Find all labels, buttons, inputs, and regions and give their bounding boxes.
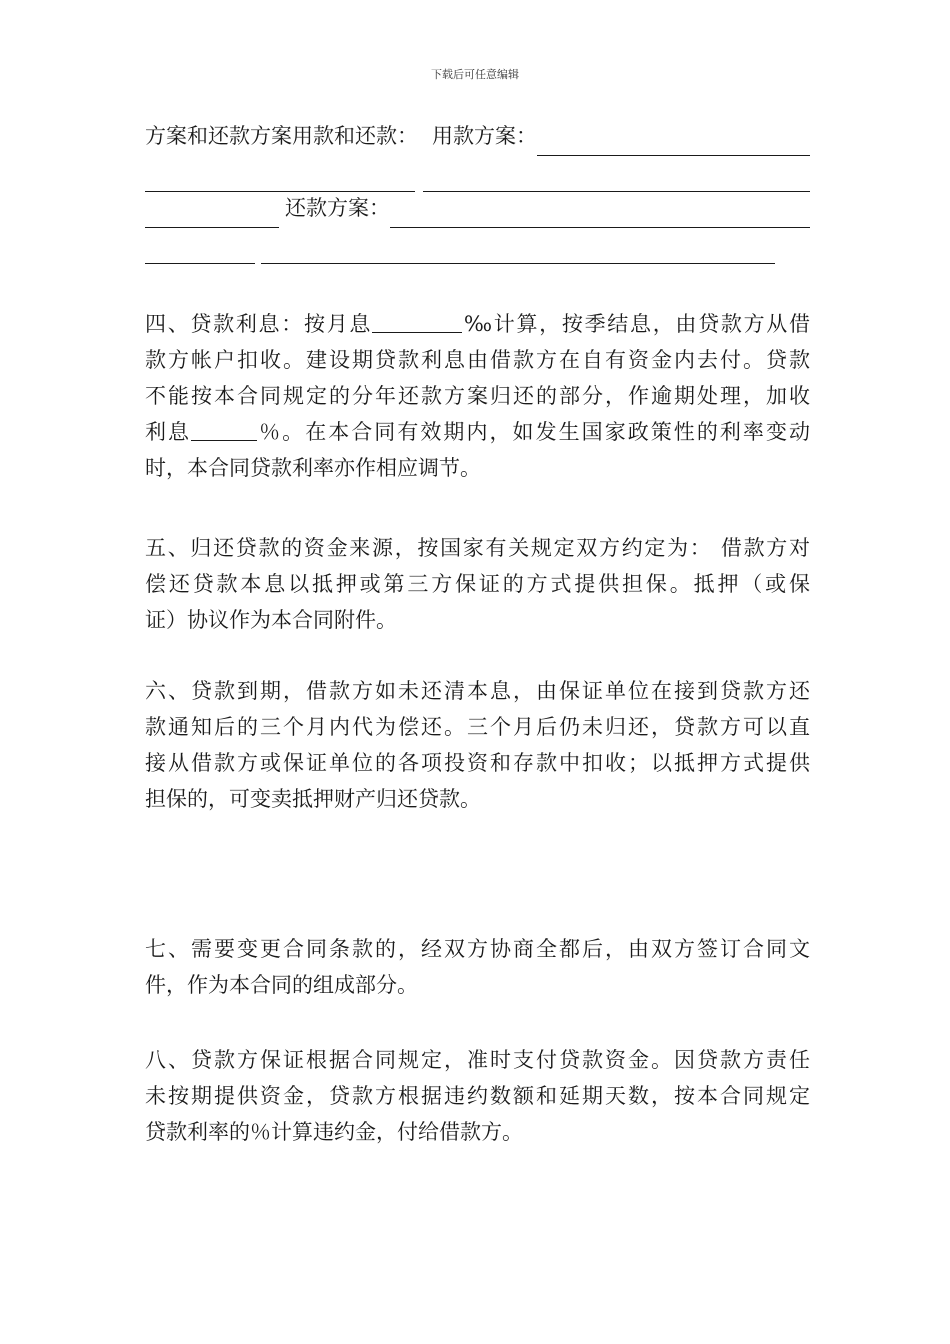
clause-4-line-4: [145, 414, 810, 450]
clause-4-text-d: ％。在本合同有效期内，如发生国家政策性的利率变动: [257, 420, 810, 444]
clause-4: [145, 306, 810, 486]
clause-4-line-1: [145, 306, 810, 342]
repayment-plan-blank-3[interactable]: [261, 243, 775, 264]
clause-5-line-2: 偿还贷款本息以抵押或第三方保证的方式提供担保。抵押（或保: [145, 572, 810, 596]
plan-intro-text: 方案和还款方案用款和还款：: [145, 124, 418, 148]
clause-5: [145, 530, 810, 638]
page-header: 下载后可任意编辑: [431, 68, 519, 81]
clause-4-text-a: 四、贷款利息：按月息: [145, 312, 373, 336]
plan-line-2: [145, 154, 810, 190]
clause-7-line-2: 件，作为本合同的组成部分。: [145, 973, 418, 997]
clause-8: [145, 1042, 810, 1150]
plan-line-3: [145, 190, 810, 226]
clause-5-line-3: 证）协议作为本合同附件。: [145, 608, 397, 632]
clause-6-line-3: 接从借款方或保证单位的各项投资和存款中扣收；以抵押方式提供: [145, 751, 810, 775]
clause-4-line-3: 不能按本合同规定的分年还款方案归还的部分，作逾期处理，加收: [145, 384, 810, 408]
clause-7: [145, 931, 810, 1003]
clause-5-line-1: 五、归还贷款的资金来源，按国家有关规定双方约定为： 借款方对: [145, 536, 810, 560]
clause-4-line-2: 款方帐户扣收。建设期贷款利息由借款方在自有资金内去付。贷款: [145, 348, 810, 372]
repayment-plan-blank[interactable]: [390, 207, 810, 228]
repayment-plan-section: [145, 118, 810, 262]
usage-plan-blank-3[interactable]: [423, 171, 810, 192]
clause-4-text-c: 利息: [145, 420, 192, 444]
clause-8-line-1: 八、贷款方保证根据合同规定，准时支付贷款资金。因贷款方责任: [145, 1048, 810, 1072]
repayment-plan-blank-2[interactable]: [145, 243, 255, 264]
usage-plan-blank-2[interactable]: [145, 171, 415, 192]
clause-8-line-2: 未按期提供资金，贷款方根据违约数额和延期天数，按本合同规定: [145, 1084, 810, 1108]
usage-plan-label: 用款方案：: [432, 124, 537, 148]
clause-7-line-1: 七、需要变更合同条款的，经双方协商全都后，由双方签订合同文: [145, 937, 810, 961]
clause-4-text-b: ‰计算，按季结息，由贷款方从借: [462, 312, 810, 336]
plan-line-4: [145, 226, 810, 262]
monthly-interest-blank[interactable]: [372, 312, 462, 333]
clause-6: [145, 673, 810, 817]
clause-6-line-1: 六、贷款到期，借款方如未还清本息，由保证单位在接到贷款方还: [145, 679, 810, 703]
plan-line-1: [145, 118, 810, 154]
repayment-plan-label: 还款方案：: [285, 196, 390, 220]
clause-4-line-5: 时，本合同贷款利率亦作相应调节。: [145, 456, 481, 480]
penalty-interest-blank[interactable]: [191, 420, 257, 441]
clause-8-line-3: 贷款利率的％计算违约金，付给借款方。: [145, 1120, 523, 1144]
clause-6-line-4: 担保的，可变卖抵押财产归还贷款。: [145, 787, 481, 811]
usage-plan-blank[interactable]: [537, 135, 810, 156]
clause-6-line-2: 款通知后的三个月内代为偿还。三个月后仍未归还，贷款方可以直: [145, 715, 810, 739]
usage-plan-blank-4[interactable]: [145, 207, 279, 228]
